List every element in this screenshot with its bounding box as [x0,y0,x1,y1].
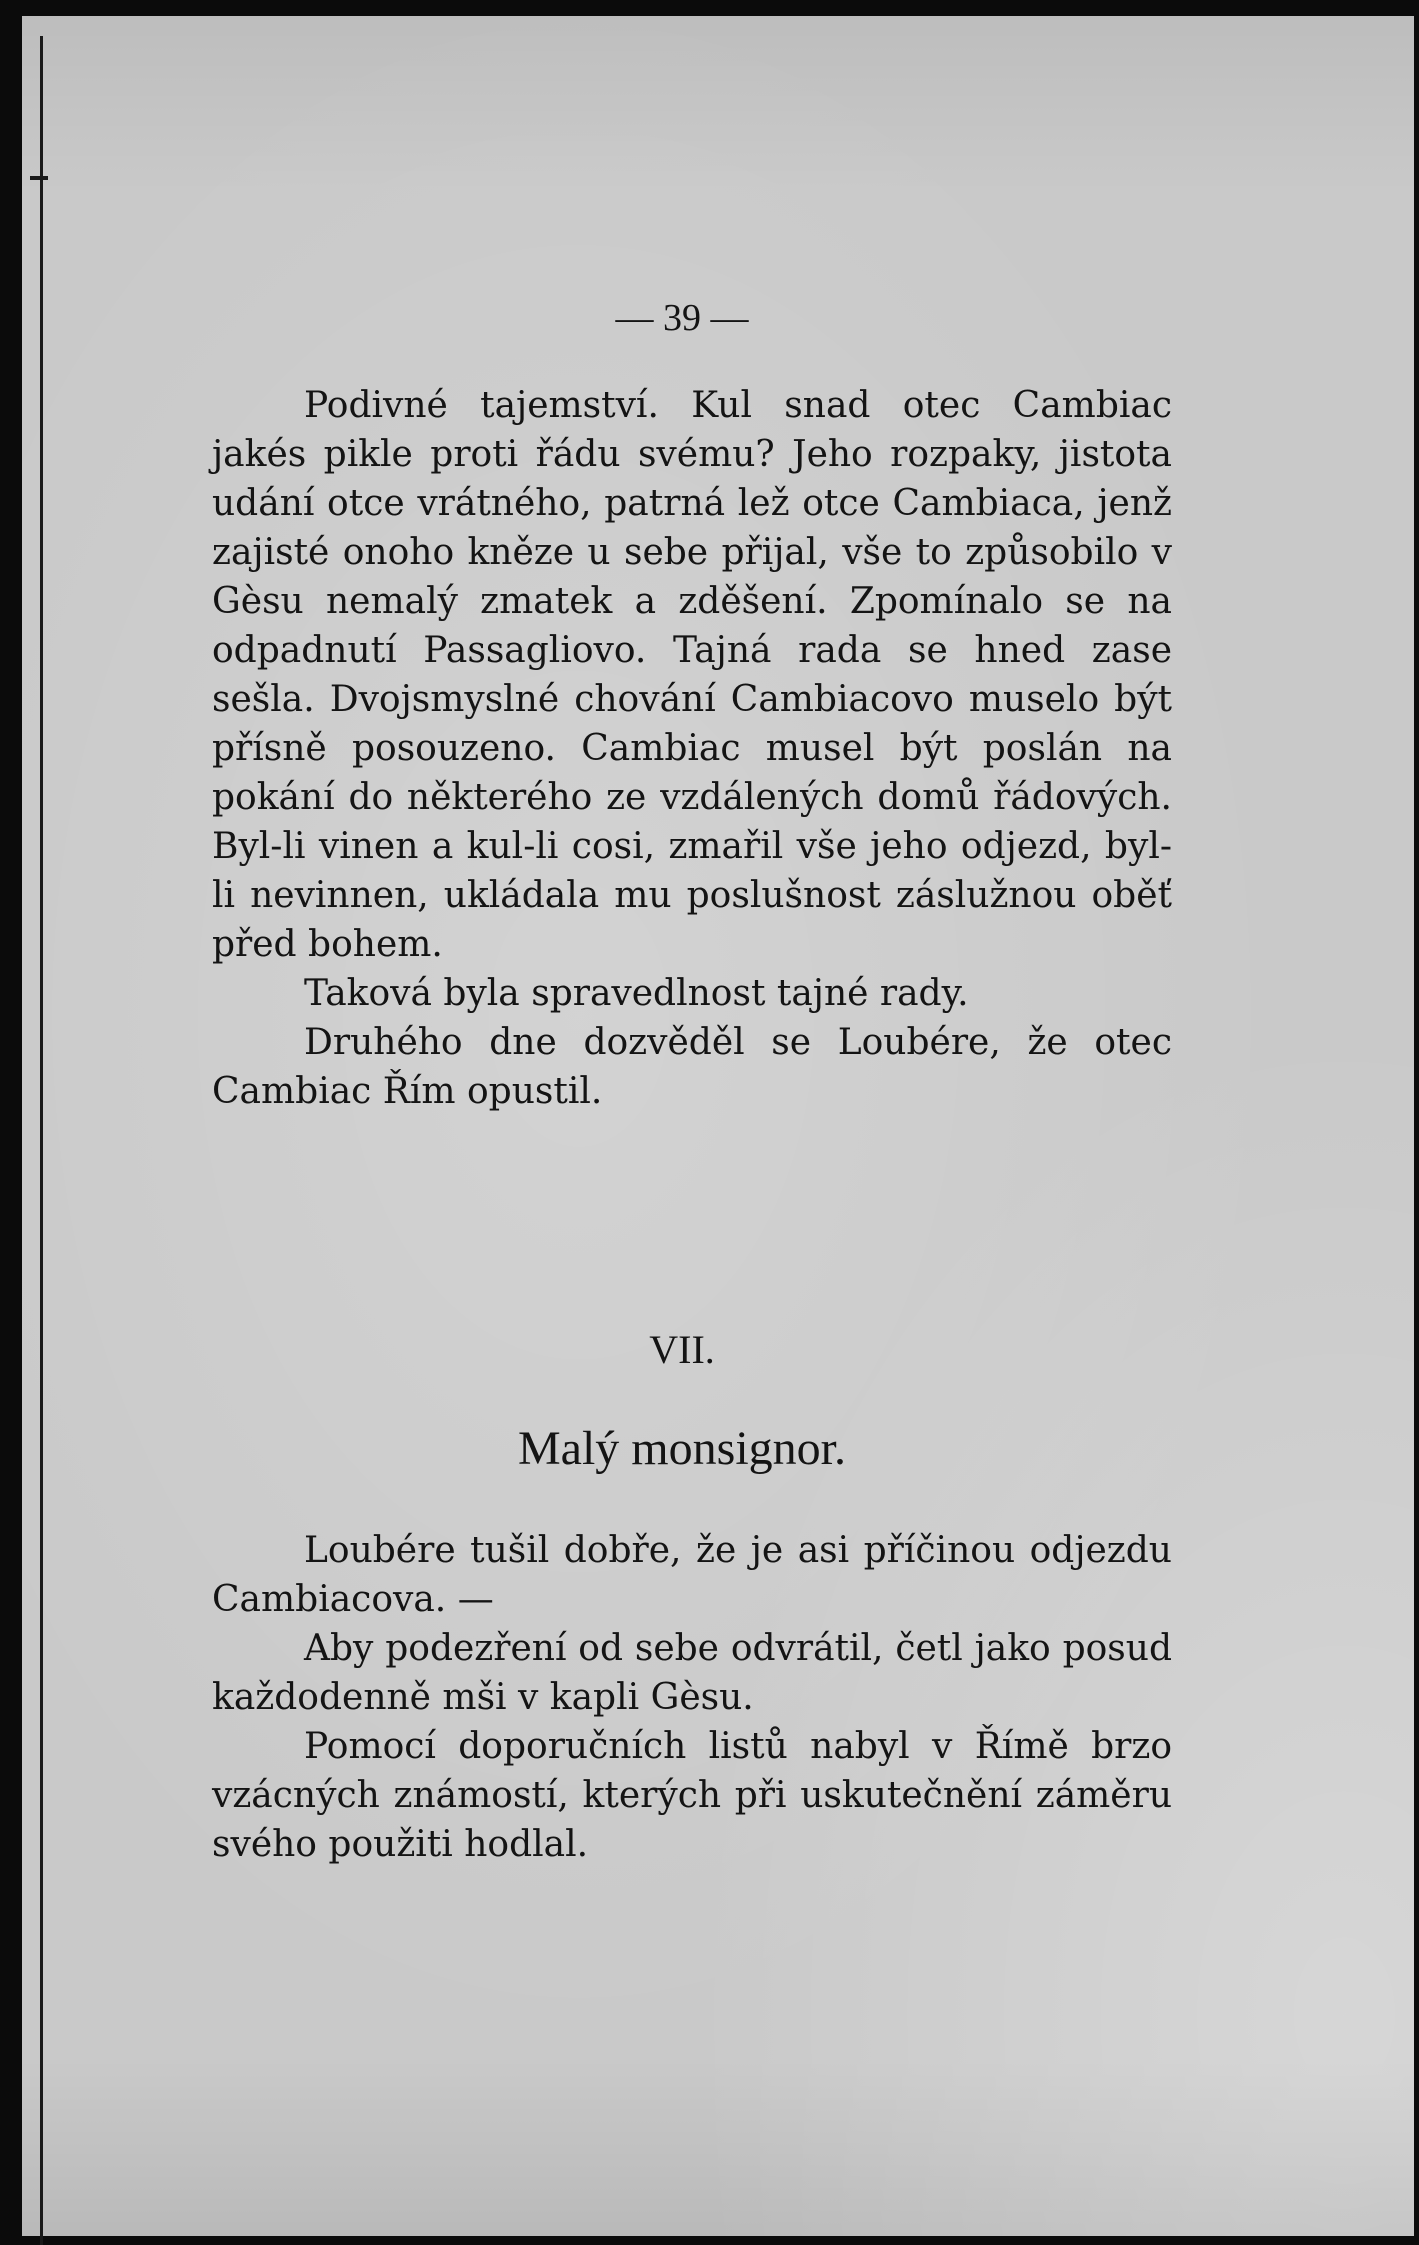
chapter-title: Malý monsignor. [517,1422,846,1475]
paragraph: Pomocí doporučních listů nabyl v Římě brzo vzácných známostí, kterých při uskutečnění záměru svého použiti hodlal. [212,1726,1172,1865]
paragraph: Taková byla spravedlnost tajné rady. [304,973,969,1014]
page-number: — 39 — [615,297,749,339]
paragraph: Aby podezření od sebe odvrátil, četl jako posud každodenně mši v kapli Gèsu. [212,1628,1172,1718]
text-block-after-chapter [212,1526,1172,1869]
paper-sheet [22,16,1414,2236]
paragraph: Loubére tušil dobře, že je asi příčinou odjezdu Cambiacova. — [212,1530,1172,1620]
page-edge-tick [30,176,48,180]
page-edge-rule [40,36,43,2245]
paragraph: Podivné tajemství. Kul snad otec Cambiac jakés pikle proti řádu svému? Jeho rozpaky, jistota udání otce vrátného, patrná lež otce Cambiaca, jenž zajisté onoho kněze u sebe přijal, vše to způsobilo v Gèsu nemalý zmatek a zděšení. Zpomínalo se na odpadnutí Passagliovo. Tajná rada se hned zase sešla. Dvojsmyslné chování Cambiacovo muselo být přísně posouzeno. Cambiac musel být poslán na pokání do některého ze vzdálených domů řádových. Byl-li vinen a kul-li cosi, zmařil vše jeho odjezd, byl-li nevinnen, ukládala mu poslušnost záslužnou oběť před bohem. [212,385,1172,965]
paragraph: Druhého dne dozvěděl se Loubére, že otec Cambiac Řím opustil. [212,1022,1172,1112]
text-block-before-chapter [212,381,1172,1116]
chapter-number: VII. [649,1327,715,1372]
